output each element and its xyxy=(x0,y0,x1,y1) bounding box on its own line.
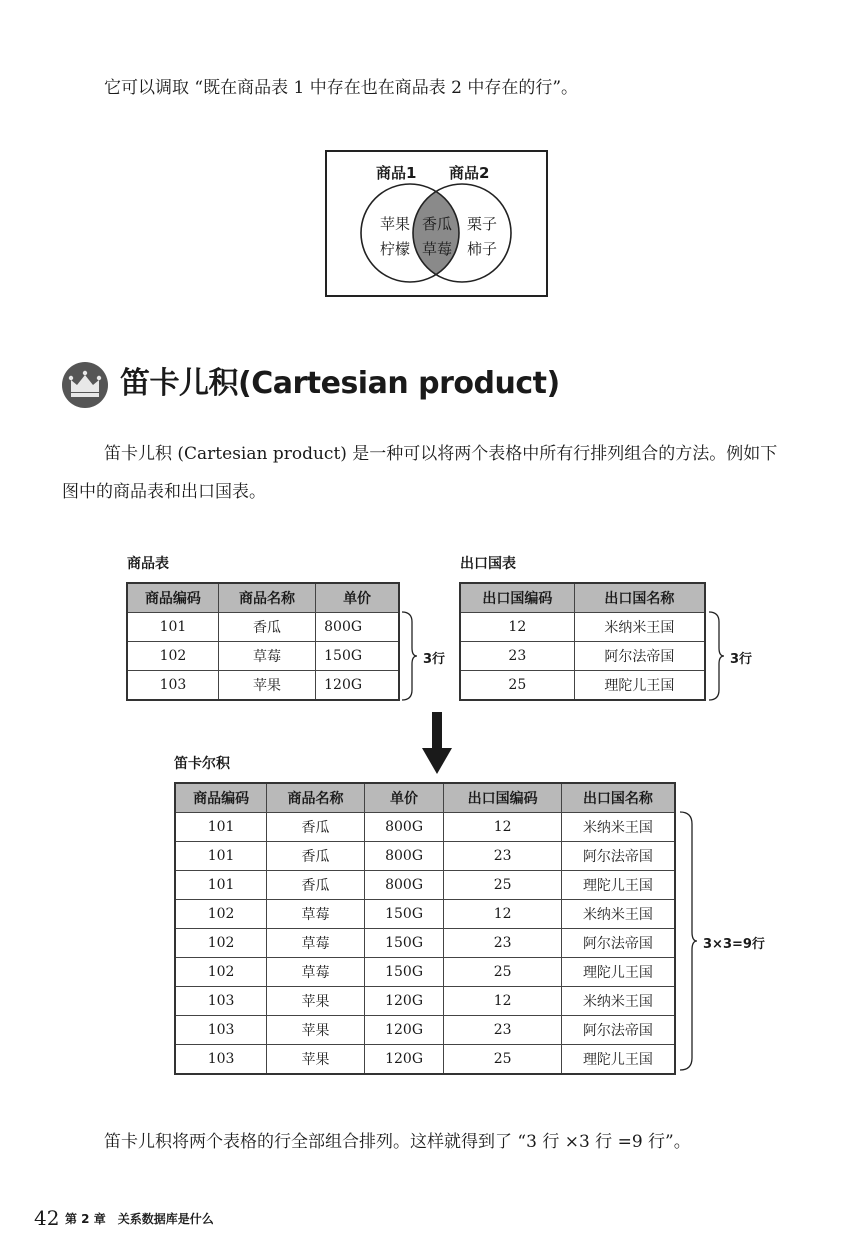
column-header: 单价 xyxy=(316,583,399,613)
table-cell: 理陀儿王国 xyxy=(561,958,675,987)
country-row-count: 3行 xyxy=(730,652,753,667)
venn-set2-label: 商品2 xyxy=(449,164,490,182)
table-row xyxy=(460,613,705,642)
table-cell: 理陀儿王国 xyxy=(561,1045,675,1075)
product-table xyxy=(126,582,400,701)
table-cell: 102 xyxy=(175,958,267,987)
country-table xyxy=(459,582,706,701)
table-cell: 理陀儿王国 xyxy=(574,671,705,701)
table-cell: 阿尔法帝国 xyxy=(561,1016,675,1045)
table-cell: 150G xyxy=(364,929,444,958)
venn-only2-item: 柿子 xyxy=(467,240,498,258)
table-cell: 102 xyxy=(175,929,267,958)
column-header: 出口国编码 xyxy=(444,783,562,813)
venn-only2-item: 栗子 xyxy=(467,215,498,233)
intro-sentence: 它可以调取 “既在商品表 1 中存在也在商品表 2 中存在的行”。 xyxy=(104,78,579,98)
table-cell: 香瓜 xyxy=(267,842,365,871)
table-cell: 理陀儿王国 xyxy=(561,871,675,900)
table-cell: 23 xyxy=(444,842,562,871)
product-row-count: 3行 xyxy=(423,652,446,667)
table-row xyxy=(175,1045,675,1075)
table-cell: 23 xyxy=(460,642,574,671)
column-header: 单价 xyxy=(364,783,444,813)
table-cell: 800G xyxy=(316,613,399,642)
product-rows-brace-icon xyxy=(400,610,418,702)
description-line-1: 笛卡儿积 (Cartesian product) 是一种可以将两个表格中所有行排列组合的方法。例如下 xyxy=(104,444,778,464)
table-header-row xyxy=(175,783,675,813)
venn-set1-label: 商品1 xyxy=(376,164,417,182)
down-arrow-icon xyxy=(420,712,454,776)
table-cell: 150G xyxy=(316,642,399,671)
column-header: 出口国编码 xyxy=(460,583,574,613)
table-row xyxy=(175,871,675,900)
page-number: 42 xyxy=(34,1206,60,1230)
table-cell: 101 xyxy=(175,813,267,842)
conclusion-sentence: 笛卡儿积将两个表格的行全部组合排列。这样就得到了 “3 行 ×3 行 =9 行”。 xyxy=(104,1132,691,1152)
cartesian-table-title: 笛卡尔积 xyxy=(174,756,230,772)
table-cell: 草莓 xyxy=(218,642,315,671)
table-row xyxy=(127,613,399,642)
table-cell: 23 xyxy=(444,929,562,958)
table-cell: 阿尔法帝国 xyxy=(561,929,675,958)
section-title: 笛卡儿积(Cartesian product) xyxy=(120,366,560,401)
table-cell: 120G xyxy=(316,671,399,701)
country-rows-brace-icon xyxy=(707,610,725,702)
table-cell: 103 xyxy=(175,1016,267,1045)
table-cell: 120G xyxy=(364,987,444,1016)
table-row xyxy=(127,642,399,671)
table-cell: 苹果 xyxy=(218,671,315,701)
table-cell: 120G xyxy=(364,1016,444,1045)
table-cell: 23 xyxy=(444,1016,562,1045)
table-cell: 香瓜 xyxy=(218,613,315,642)
table-cell: 12 xyxy=(444,813,562,842)
table-cell: 米纳米王国 xyxy=(561,900,675,929)
table-cell: 800G xyxy=(364,813,444,842)
table-cell: 25 xyxy=(460,671,574,701)
column-header: 出口国名称 xyxy=(574,583,705,613)
table-row xyxy=(175,842,675,871)
cartesian-table xyxy=(174,782,676,1075)
table-header-row xyxy=(460,583,705,613)
table-cell: 102 xyxy=(175,900,267,929)
table-cell: 101 xyxy=(127,613,218,642)
table-cell: 阿尔法帝国 xyxy=(574,642,705,671)
table-cell: 米纳米王国 xyxy=(574,613,705,642)
table-row xyxy=(175,987,675,1016)
table-cell: 101 xyxy=(175,842,267,871)
country-table-title: 出口国表 xyxy=(460,556,516,572)
table-row xyxy=(175,900,675,929)
column-header: 商品编码 xyxy=(175,783,267,813)
chapter-label: 第 2 章 关系数据库是什么 xyxy=(65,1212,214,1226)
table-cell: 150G xyxy=(364,900,444,929)
table-cell: 150G xyxy=(364,958,444,987)
table-cell: 25 xyxy=(444,958,562,987)
column-header: 商品编码 xyxy=(127,583,218,613)
venn-only1-item: 柠檬 xyxy=(380,240,411,258)
column-header: 商品名称 xyxy=(218,583,315,613)
table-row xyxy=(175,929,675,958)
table-cell: 阿尔法帝国 xyxy=(561,842,675,871)
table-row xyxy=(127,671,399,701)
table-cell: 12 xyxy=(444,987,562,1016)
table-cell: 800G xyxy=(364,842,444,871)
column-header: 商品名称 xyxy=(267,783,365,813)
table-cell: 103 xyxy=(175,987,267,1016)
table-cell: 103 xyxy=(175,1045,267,1075)
table-row xyxy=(460,671,705,701)
table-row xyxy=(175,813,675,842)
venn-only1-item: 苹果 xyxy=(380,215,411,233)
venn-both-item: 香瓜 xyxy=(422,215,453,233)
table-cell: 苹果 xyxy=(267,987,365,1016)
description-line-2: 图中的商品表和出口国表。 xyxy=(62,482,266,502)
table-header-row xyxy=(127,583,399,613)
table-cell: 25 xyxy=(444,871,562,900)
venn-both-item: 草莓 xyxy=(422,240,453,258)
table-cell: 草莓 xyxy=(267,900,365,929)
table-cell: 12 xyxy=(460,613,574,642)
cartesian-row-count: 3×3=9行 xyxy=(703,937,765,952)
table-row xyxy=(175,958,675,987)
table-cell: 800G xyxy=(364,871,444,900)
table-cell: 米纳米王国 xyxy=(561,987,675,1016)
table-cell: 25 xyxy=(444,1045,562,1075)
table-cell: 草莓 xyxy=(267,958,365,987)
table-cell: 米纳米王国 xyxy=(561,813,675,842)
table-cell: 102 xyxy=(127,642,218,671)
crown-icon xyxy=(60,360,110,410)
product-table-title: 商品表 xyxy=(127,556,169,572)
table-cell: 12 xyxy=(444,900,562,929)
table-cell: 香瓜 xyxy=(267,813,365,842)
table-cell: 101 xyxy=(175,871,267,900)
table-row xyxy=(175,1016,675,1045)
table-cell: 草莓 xyxy=(267,929,365,958)
table-cell: 120G xyxy=(364,1045,444,1075)
column-header: 出口国名称 xyxy=(561,783,675,813)
table-cell: 香瓜 xyxy=(267,871,365,900)
cartesian-rows-brace-icon xyxy=(678,810,698,1072)
table-cell: 103 xyxy=(127,671,218,701)
table-row xyxy=(460,642,705,671)
table-cell: 苹果 xyxy=(267,1045,365,1075)
table-cell: 苹果 xyxy=(267,1016,365,1045)
